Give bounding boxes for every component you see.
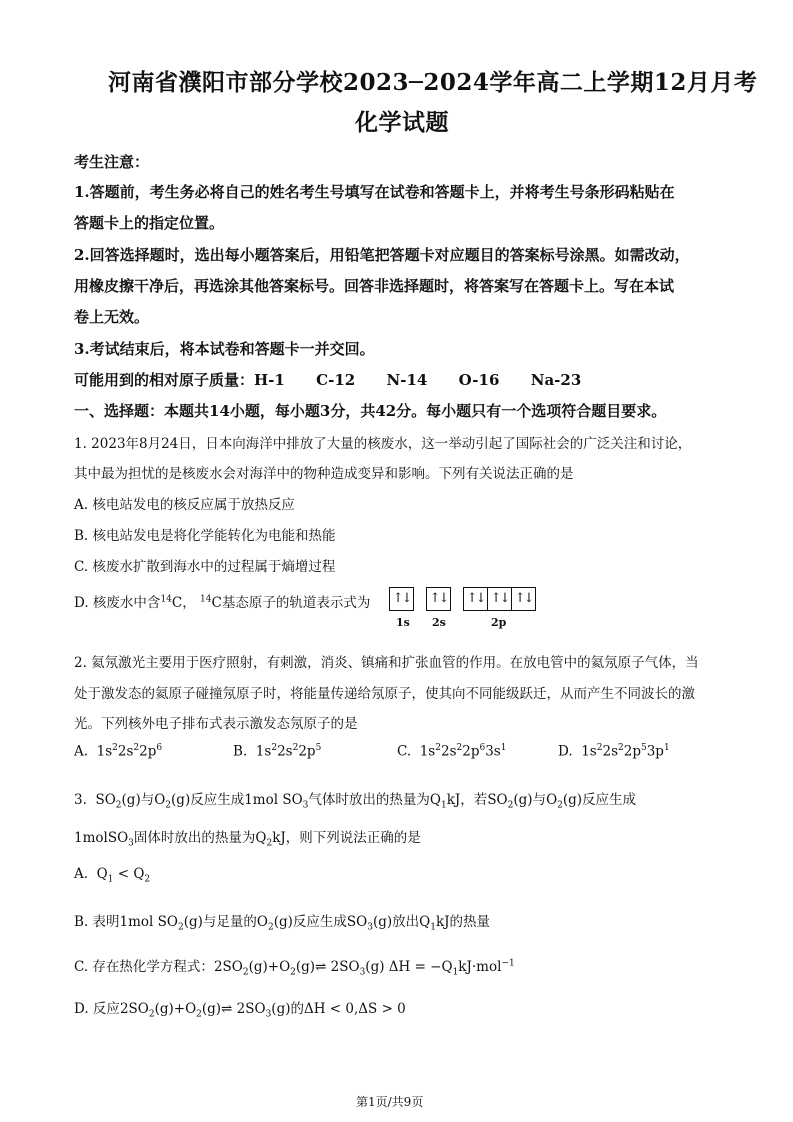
q2-option-b: B. $1s^22s^22p^5$ — [233, 743, 322, 760]
q2-stem-line-2: 处于激发态的氦原子碰撞氖原子时，将能量传递给氖原子，使其向不同能级跃迁，从而产生不同波长的激 — [74, 686, 695, 702]
q1-option-a: A. 核电站发电的核反应属于放热反应 — [74, 497, 295, 513]
q1-option-b: B. 核电站发电是将化学能转化为电能和热能 — [74, 528, 336, 544]
notice-item-2-line-1: 2.回答选择题时，选出每小题答案后，用铅笔把答题卡对应题目的答案标号涂黑。如需改动， — [74, 246, 690, 264]
q2-stem-line-1: 2. 氦氖激光主要用于医疗照射，有刺激，消炎、镇痛和扩张血管的作用。在放电管中的氦氖原子气体，当 — [74, 655, 699, 671]
q3-option-b-release: 放出 — [392, 914, 420, 930]
orbital-box-1s — [389, 587, 414, 611]
q3-text-react-2: 反应生成 — [582, 792, 637, 808]
q3-option-b-1mol: 1mol — [119, 914, 154, 930]
q1-option-d-mid: C， — [171, 595, 196, 611]
orbital-box-2p — [463, 587, 536, 611]
section-1-heading: 一、选择题：本题共14小题，每小题3分，共42分。每小题只有一个选项符合题目要求。 — [74, 402, 667, 420]
q3-text-kj-if: kJ，若 — [446, 792, 488, 808]
q3-stem-line-1: 3. $SO_2(g)$与$O_2(g)$反应生成1mol $SO_3$气体时放出的热量为$Q_1kJ$，若$SO_2(g)$与$O_2(g)$反应生成 — [74, 792, 637, 811]
q1-option-d-suffix: C基态原子的轨道表示式为 — [211, 595, 371, 611]
q2-option-a: A. $1s^22s^22p^6$ — [74, 743, 163, 760]
notice-item-1-line-2: 答题卡上的指定位置。 — [74, 214, 225, 232]
q3-text-1mol: 1mol — [244, 792, 279, 808]
q3-option-c-label: C. 存在热化学方程式： — [74, 959, 214, 975]
q3-text-react: 反应生成 — [190, 792, 245, 808]
orbital-2p-cell-3: ↑↓ — [514, 591, 533, 606]
notice-item-3: 3.考试结束后，将本试卷和答题卡一并交回。 — [74, 340, 375, 358]
q3-option-b-label: B. 表明 — [74, 914, 120, 930]
orbital-2s-cell: ↑↓ — [429, 591, 448, 606]
q3-option-d-label: D. 反应 — [74, 1001, 120, 1017]
isotope-mass-2: 14 — [200, 594, 212, 605]
q3-text-heat: 气体时放出的热量为 — [308, 792, 430, 808]
q3-option-b: B. 表明1mol $SO_2(g)$与足量的$O_2(g)$反应生成$SO_3(g)$放出$Q_1kJ$的热量 — [74, 914, 491, 933]
q3-text-then: kJ，则下列说法正确的是 — [272, 830, 421, 846]
q3-text-and: 与 — [140, 792, 155, 808]
q2-option-c-label: C. — [397, 743, 412, 760]
q3-option-b-react: 反应生成 — [292, 914, 347, 930]
orbital-2p-cell-2: ↑↓ — [488, 588, 512, 610]
q1-stem-line-1: 1. 2023年8月24日，日本向海洋中排放了大量的核废水，这一举动引起了国际社会的广泛关注和讨论， — [74, 436, 692, 452]
q3-number: 3. — [74, 792, 87, 808]
q3-option-b-heat: kJ的热量 — [435, 914, 491, 930]
orbital-label-2p: 2p — [491, 616, 507, 629]
orbital-label-2s: 2s — [432, 616, 446, 629]
q3-option-a: A. $Q_1 < Q_2$ — [74, 866, 151, 885]
q2-option-a-label: A. — [74, 743, 89, 760]
exam-subtitle: 化学试题 — [355, 109, 449, 136]
q2-option-b-label: B. — [233, 743, 248, 760]
orbital-label-1s: 1s — [396, 616, 410, 629]
notice-item-2-line-3: 卷上无效。 — [74, 308, 150, 326]
q1-option-d-prefix: D. 核废水中含 — [74, 595, 161, 611]
exam-title: 河南省濮阳市部分学校2023─2024学年高二上学期12月月考 — [108, 69, 758, 96]
q3-text-1mol-2: 1mol — [74, 830, 108, 846]
notice-heading: 考生注意： — [74, 153, 150, 171]
q1-option-c: C. 核废水扩散到海水中的过程属于熵增过程 — [74, 559, 336, 575]
isotope-mass: 14 — [160, 594, 172, 605]
q3-option-b-excess: 与足量的 — [202, 914, 257, 930]
q3-option-c: C. 存在热化学方程式：$2SO_2(g)+O_2(g)\rightleftharpoons$ $2SO_3(g) \Delta H = -Q_1kJ\cdot mol^{-1}$ — [74, 958, 515, 978]
q2-option-d: D. $1s^22s^22p^53p^1$ — [558, 743, 670, 760]
q3-stem-line-2: 1molSO$_3$固体时放出的热量为$Q_2kJ$，则下列说法正确的是 — [74, 830, 421, 849]
q3-option-d: D. 反应$2SO_2(g)+O_2(g)\rightleftharpoons$ $2SO_3(g)$的ΔH < 0,ΔS > 0 — [74, 1001, 406, 1020]
orbital-box-2s — [426, 587, 451, 611]
notice-item-2-line-2: 用橡皮擦干净后，再选涂其他答案标号。回答非选择题时，将答案写在答题卡上。写在本试 — [74, 277, 675, 295]
q2-stem-line-3: 光。下列核外电子排布式表示激发态氖原子的是 — [74, 716, 358, 732]
q2-option-d-label: D. — [558, 743, 573, 760]
orbital-1s-cell: ↑↓ — [392, 591, 411, 606]
q3-text-and-2: 与 — [532, 792, 547, 808]
q3-option-a-label: A. — [74, 866, 89, 882]
q3-text-solid: 固体时放出的热量为 — [133, 830, 256, 846]
notice-item-1-line-1: 1.答题前，考生务必将自己的姓名考生号填写在试卷和答题卡上，并将考生号条形码粘贴在 — [74, 183, 675, 201]
page-number: 第1页/共9页 — [356, 1095, 424, 1109]
orbital-2p-cell-1: ↑↓ — [464, 588, 488, 610]
q1-option-d — [74, 591, 370, 611]
q1-stem-line-2: 其中最为担忧的是核废水会对海洋中的物种造成变异和影响。下列有关说法正确的是 — [74, 466, 574, 482]
atomic-mass-line: 可能用到的相对原子质量：H-1 C-12 N-14 O-16 Na-23 — [74, 371, 582, 389]
q2-option-c: C. $1s^22s^22p^63s^1$ — [397, 743, 507, 760]
q3-option-d-of: 的 — [290, 1001, 304, 1017]
